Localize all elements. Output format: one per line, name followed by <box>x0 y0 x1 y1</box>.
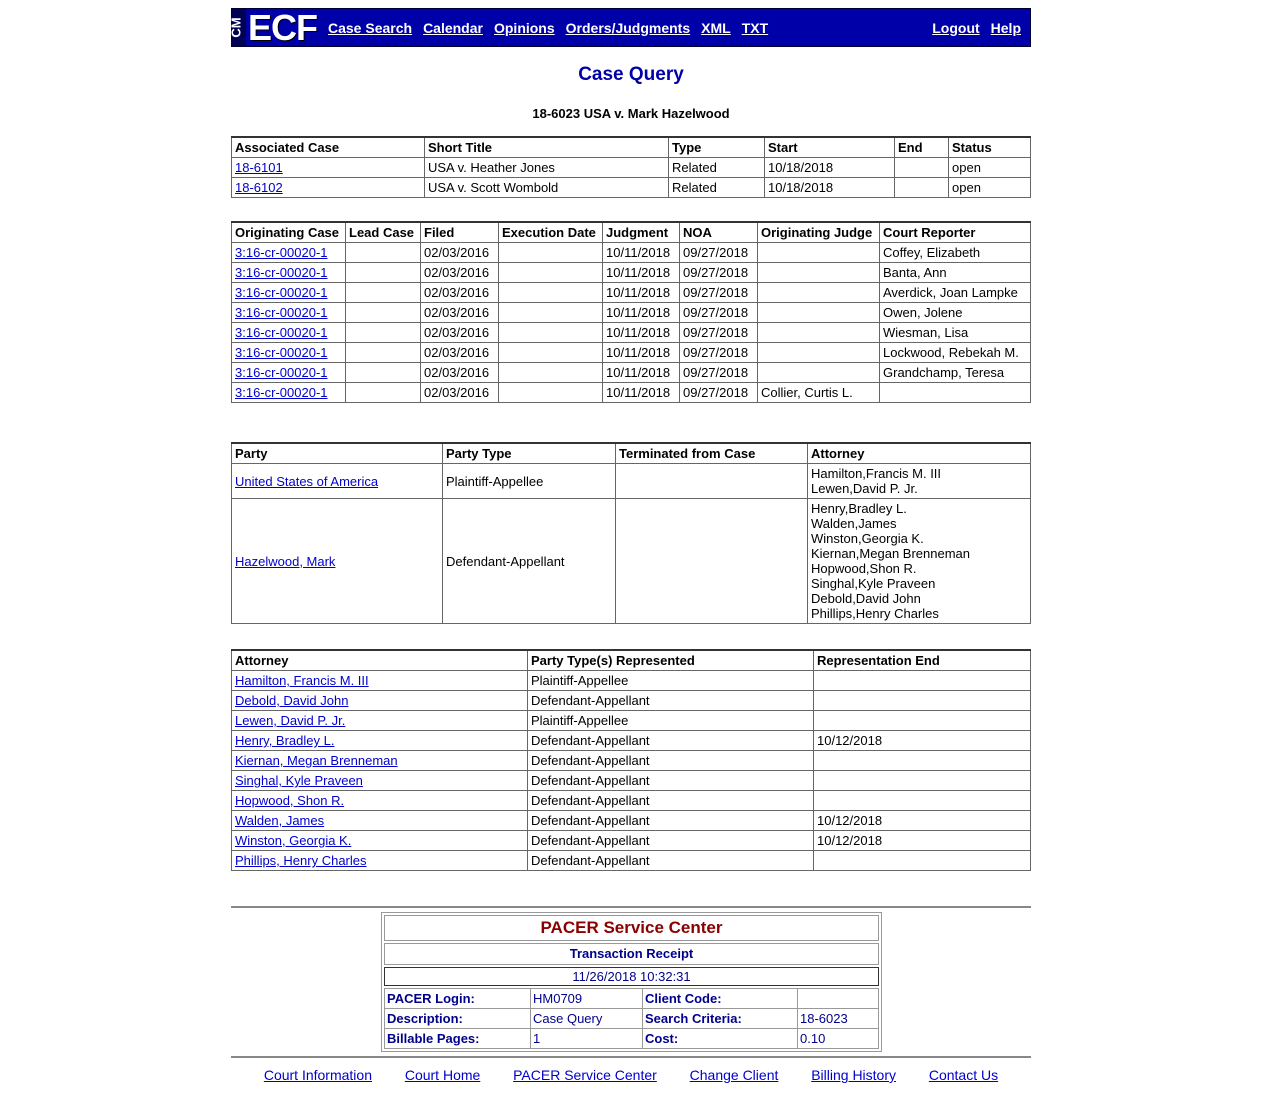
lead-case <box>346 303 421 323</box>
attorney-rows <box>232 671 1031 871</box>
associated-case-link[interactable]: 18-6102 <box>235 180 283 195</box>
attorney-name-link[interactable]: Hamilton, Francis M. III <box>235 673 369 688</box>
party-name <box>232 464 443 499</box>
representation-end <box>814 691 1031 711</box>
receipt-row <box>385 1029 879 1049</box>
representation-end <box>814 791 1031 811</box>
table-row <box>232 158 1031 178</box>
representation-end: 10/12/2018 <box>814 731 1031 751</box>
search-criteria-label: Search Criteria: <box>643 1009 798 1029</box>
footer-separator <box>231 1056 1031 1058</box>
attorney-name-link[interactable]: Hopwood, Shon R. <box>235 793 345 808</box>
nav-right-links <box>932 9 1032 46</box>
col-filed: Filed <box>421 222 499 243</box>
footer-court-home[interactable]: Court Home <box>404 1067 481 1083</box>
lead-case <box>346 243 421 263</box>
table-row <box>232 464 1031 499</box>
search-criteria-value: 18-6023 <box>798 1009 879 1029</box>
end-date <box>895 178 949 198</box>
separator <box>231 906 1031 908</box>
table-row <box>232 243 1031 263</box>
table-row <box>232 499 1031 624</box>
associated-case-link[interactable]: 18-6101 <box>235 160 283 175</box>
attorney-name <box>232 831 528 851</box>
table-row <box>232 831 1031 851</box>
table-header-row <box>232 222 1031 243</box>
execution-date <box>499 383 603 403</box>
filed-date: 02/03/2016 <box>421 263 499 283</box>
execution-date <box>499 263 603 283</box>
attorney-name-link[interactable]: Debold, David John <box>235 693 349 708</box>
parties-table <box>231 442 1031 624</box>
party-attorney-name: Kiernan,Megan Brenneman <box>811 546 970 561</box>
noa-date: 09/27/2018 <box>680 323 758 343</box>
case-type: Related <box>669 178 765 198</box>
filed-date: 02/03/2016 <box>421 303 499 323</box>
party-type-represented: Defendant-Appellant <box>528 851 814 871</box>
cost-label: Cost: <box>643 1029 798 1049</box>
table-row <box>232 363 1031 383</box>
party-attorneys <box>808 499 1031 624</box>
footer-court-information[interactable]: Court Information <box>263 1067 372 1083</box>
noa-date: 09/27/2018 <box>680 263 758 283</box>
originating-case <box>232 343 346 363</box>
attorney-name <box>232 811 528 831</box>
execution-date <box>499 323 603 343</box>
col-representation-end: Representation End <box>814 650 1031 671</box>
client-code-label: Client Code: <box>643 989 798 1009</box>
attorney-name <box>232 671 528 691</box>
receipt-row <box>385 989 879 1009</box>
col-noa: NOA <box>680 222 758 243</box>
originating-judge: Collier, Curtis L. <box>758 383 880 403</box>
login-value: HM0709 <box>531 989 643 1009</box>
party-type-represented: Plaintiff-Appellee <box>528 671 814 691</box>
party-name-link[interactable]: United States of America <box>235 473 379 489</box>
party-attorney-name: Winston,Georgia K. <box>811 531 924 546</box>
col-end: End <box>895 137 949 158</box>
party-name-link[interactable]: Hazelwood, Mark <box>235 553 336 569</box>
col-associated-case: Associated Case <box>232 137 425 158</box>
originating-judge <box>758 323 880 343</box>
receipt-title: PACER Service Center <box>384 915 879 941</box>
filed-date: 02/03/2016 <box>421 323 499 343</box>
noa-date: 09/27/2018 <box>680 343 758 363</box>
col-status: Status <box>949 137 1031 158</box>
party-attorney-name: Hopwood,Shon R. <box>811 561 917 576</box>
party-type-represented: Defendant-Appellant <box>528 831 814 851</box>
description-label: Description: <box>385 1009 531 1029</box>
judgment-date: 10/11/2018 <box>603 263 680 283</box>
associated-cases-table <box>231 136 1031 198</box>
party-attorneys <box>808 464 1031 499</box>
cmecf-logo <box>228 7 324 48</box>
judgment-date: 10/11/2018 <box>603 323 680 343</box>
originating-case-link[interactable]: 3:16-cr-00020-1 <box>235 285 328 300</box>
col-type: Type <box>669 137 765 158</box>
footer-pacer-service-center[interactable]: PACER Service Center <box>513 1067 657 1083</box>
description-value: Case Query <box>531 1009 643 1029</box>
originating-rows <box>232 243 1031 403</box>
attorneys-table <box>231 649 1031 871</box>
page <box>228 7 1031 1083</box>
representation-end: 10/12/2018 <box>814 831 1031 851</box>
party-type-represented: Defendant-Appellant <box>528 691 814 711</box>
originating-judge <box>758 283 880 303</box>
filed-date: 02/03/2016 <box>421 383 499 403</box>
court-reporter: Owen, Jolene <box>880 303 1031 323</box>
court-reporter: Grandchamp, Teresa <box>880 363 1031 383</box>
judgment-date: 10/11/2018 <box>603 363 680 383</box>
lead-case <box>346 363 421 383</box>
receipt-datetime: 11/26/2018 10:32:31 <box>384 967 879 986</box>
attorney-name-link[interactable]: Kiernan, Megan Brenneman <box>235 753 398 768</box>
attorney-name <box>232 851 528 871</box>
receipt-row <box>385 1009 879 1029</box>
party-name <box>232 499 443 624</box>
attorney-name <box>232 731 528 751</box>
end-date <box>895 158 949 178</box>
lead-case <box>346 263 421 283</box>
filed-date: 02/03/2016 <box>421 343 499 363</box>
table-row <box>232 671 1031 691</box>
attorney-name-link[interactable]: Walden, James <box>235 813 325 828</box>
party-attorney-name: Debold,David John <box>811 591 921 606</box>
originating-judge <box>758 343 880 363</box>
case-type: Related <box>669 158 765 178</box>
party-type: Plaintiff-Appellee <box>443 464 616 499</box>
party-attorney-name: Walden,James <box>811 516 897 531</box>
billable-pages-value: 1 <box>531 1029 643 1049</box>
party-attorney-name: Lewen,David P. Jr. <box>811 481 918 496</box>
associated-case <box>232 178 425 198</box>
col-originating-case: Originating Case <box>232 222 346 243</box>
originating-case <box>232 243 346 263</box>
attorney-name <box>232 751 528 771</box>
top-nav <box>228 7 1031 48</box>
col-party-types-represented: Party Type(s) Represented <box>528 650 814 671</box>
start-date: 10/18/2018 <box>765 178 895 198</box>
col-originating-judge: Originating Judge <box>758 222 880 243</box>
originating-case-link[interactable]: 3:16-cr-00020-1 <box>235 265 328 280</box>
party-attorney-name: Phillips,Henry Charles <box>811 606 939 621</box>
nav-opinions[interactable]: Opinions <box>493 19 555 36</box>
pacer-receipt <box>381 912 882 1052</box>
table-row <box>232 711 1031 731</box>
table-row <box>232 771 1031 791</box>
originating-case <box>232 283 346 303</box>
terminated-date <box>616 464 808 499</box>
court-reporter: Coffey, Elizabeth <box>880 243 1031 263</box>
col-lead-case: Lead Case <box>346 222 421 243</box>
col-party: Party <box>232 443 443 464</box>
lead-case <box>346 323 421 343</box>
court-reporter <box>880 383 1031 403</box>
nav-calendar[interactable]: Calendar <box>423 19 483 36</box>
judgment-date: 10/11/2018 <box>603 283 680 303</box>
table-row <box>232 323 1031 343</box>
table-header-row <box>232 650 1031 671</box>
court-reporter: Wiesman, Lisa <box>880 323 1031 343</box>
col-attorney-name: Attorney <box>232 650 528 671</box>
client-code-value <box>798 989 879 1009</box>
execution-date <box>499 283 603 303</box>
noa-date: 09/27/2018 <box>680 243 758 263</box>
short-title: USA v. Heather Jones <box>425 158 669 178</box>
noa-date: 09/27/2018 <box>680 363 758 383</box>
col-court-reporter: Court Reporter <box>880 222 1031 243</box>
login-label: PACER Login: <box>385 989 531 1009</box>
attorney-name-link[interactable]: Winston, Georgia K. <box>235 833 352 848</box>
status: open <box>949 178 1031 198</box>
attorney-name-link[interactable]: Singhal, Kyle Praveen <box>235 773 363 788</box>
table-row <box>232 811 1031 831</box>
representation-end <box>814 751 1031 771</box>
billable-pages-label: Billable Pages: <box>385 1029 531 1049</box>
party-type-represented: Defendant-Appellant <box>528 811 814 831</box>
originating-case-link[interactable]: 3:16-cr-00020-1 <box>235 365 328 380</box>
table-row <box>232 178 1031 198</box>
attorney-name <box>232 791 528 811</box>
lead-case <box>346 343 421 363</box>
footer-links <box>231 1067 1031 1083</box>
status: open <box>949 158 1031 178</box>
judgment-date: 10/11/2018 <box>603 243 680 263</box>
footer-change-client[interactable]: Change Client <box>689 1067 779 1083</box>
nav-logout[interactable]: Logout <box>932 19 980 36</box>
originating-case-link[interactable]: 3:16-cr-00020-1 <box>235 325 328 340</box>
party-type-represented: Defendant-Appellant <box>528 791 814 811</box>
filed-date: 02/03/2016 <box>421 283 499 303</box>
judgment-date: 10/11/2018 <box>603 303 680 323</box>
execution-date <box>499 343 603 363</box>
court-reporter: Averdick, Joan Lampke <box>880 283 1031 303</box>
table-row <box>232 851 1031 871</box>
table-row <box>232 283 1031 303</box>
nav-help[interactable]: Help <box>990 19 1021 36</box>
table-row <box>232 263 1031 283</box>
col-execution-date: Execution Date <box>499 222 603 243</box>
originating-case-link[interactable]: 3:16-cr-00020-1 <box>235 345 328 360</box>
table-row <box>232 343 1031 363</box>
originating-case <box>232 263 346 283</box>
nav-case-search[interactable]: Case Search <box>328 19 413 36</box>
col-short-title: Short Title <box>425 137 669 158</box>
noa-date: 09/27/2018 <box>680 283 758 303</box>
representation-end <box>814 771 1031 791</box>
associated-rows <box>232 158 1031 198</box>
table-row <box>232 383 1031 403</box>
col-start: Start <box>765 137 895 158</box>
attorney-name-link[interactable]: Phillips, Henry Charles <box>235 853 367 868</box>
party-attorney-name: Hamilton,Francis M. III <box>811 466 942 481</box>
representation-end: 10/12/2018 <box>814 811 1031 831</box>
table-row <box>232 691 1031 711</box>
nav-xml[interactable]: XML <box>701 19 731 36</box>
associated-case <box>232 158 425 178</box>
noa-date: 09/27/2018 <box>680 303 758 323</box>
footer-billing-history[interactable]: Billing History <box>811 1067 897 1083</box>
court-reporter: Lockwood, Rebekah M. <box>880 343 1031 363</box>
execution-date <box>499 363 603 383</box>
party-type-represented: Defendant-Appellant <box>528 731 814 751</box>
representation-end <box>814 671 1031 691</box>
representation-end <box>814 851 1031 871</box>
judgment-date: 10/11/2018 <box>603 383 680 403</box>
nav-orders-judgments[interactable]: Orders/Judgments <box>565 19 691 36</box>
originating-judge <box>758 263 880 283</box>
execution-date <box>499 243 603 263</box>
originating-case-link[interactable]: 3:16-cr-00020-1 <box>235 305 328 320</box>
party-attorney-name: Henry,Bradley L. <box>811 501 907 516</box>
table-row <box>232 791 1031 811</box>
table-row <box>232 751 1031 771</box>
col-attorney: Attorney <box>808 443 1031 464</box>
attorney-name <box>232 771 528 791</box>
originating-case <box>232 323 346 343</box>
filed-date: 02/03/2016 <box>421 363 499 383</box>
originating-judge <box>758 243 880 263</box>
attorney-name <box>232 691 528 711</box>
col-judgment: Judgment <box>603 222 680 243</box>
execution-date <box>499 303 603 323</box>
lead-case <box>346 283 421 303</box>
receipt-table <box>384 988 879 1049</box>
party-attorney-name: Singhal,Kyle Praveen <box>811 576 936 591</box>
logo-cm: CM <box>232 9 246 46</box>
footer-contact-us[interactable]: Contact Us <box>928 1067 999 1083</box>
receipt-subtitle: Transaction Receipt <box>384 943 879 965</box>
col-party-type: Party Type <box>443 443 616 464</box>
case-heading: 18-6023 USA v. Mark Hazelwood <box>532 106 730 121</box>
logo-ecf: ECF <box>248 7 317 48</box>
terminated-date <box>616 499 808 624</box>
originating-case <box>232 363 346 383</box>
noa-date: 09/27/2018 <box>680 383 758 403</box>
originating-judge <box>758 303 880 323</box>
short-title: USA v. Scott Wombold <box>425 178 669 198</box>
originating-case-link[interactable]: 3:16-cr-00020-1 <box>235 385 328 400</box>
party-type: Defendant-Appellant <box>443 499 616 624</box>
start-date: 10/18/2018 <box>765 158 895 178</box>
cost-value: 0.10 <box>798 1029 879 1049</box>
party-type-represented: Plaintiff-Appellee <box>528 711 814 731</box>
court-reporter: Banta, Ann <box>880 263 1031 283</box>
nav-txt[interactable]: TXT <box>741 19 769 36</box>
attorney-name-link[interactable]: Henry, Bradley L. <box>235 733 335 748</box>
representation-end <box>814 711 1031 731</box>
table-row <box>232 303 1031 323</box>
originating-case <box>232 303 346 323</box>
lead-case <box>346 383 421 403</box>
originating-case-link[interactable]: 3:16-cr-00020-1 <box>235 245 328 260</box>
col-terminated: Terminated from Case <box>616 443 808 464</box>
table-row <box>232 731 1031 751</box>
originating-cases-table <box>231 221 1031 403</box>
attorney-name <box>232 711 528 731</box>
page-title: Case Query <box>578 64 684 85</box>
filed-date: 02/03/2016 <box>421 243 499 263</box>
judgment-date: 10/11/2018 <box>603 343 680 363</box>
table-header-row <box>232 137 1031 158</box>
originating-judge <box>758 363 880 383</box>
table-header-row <box>232 443 1031 464</box>
nav-links <box>328 9 779 46</box>
attorney-name-link[interactable]: Lewen, David P. Jr. <box>235 713 346 728</box>
originating-case <box>232 383 346 403</box>
party-type-represented: Defendant-Appellant <box>528 751 814 771</box>
party-rows <box>232 464 1031 624</box>
party-type-represented: Defendant-Appellant <box>528 771 814 791</box>
